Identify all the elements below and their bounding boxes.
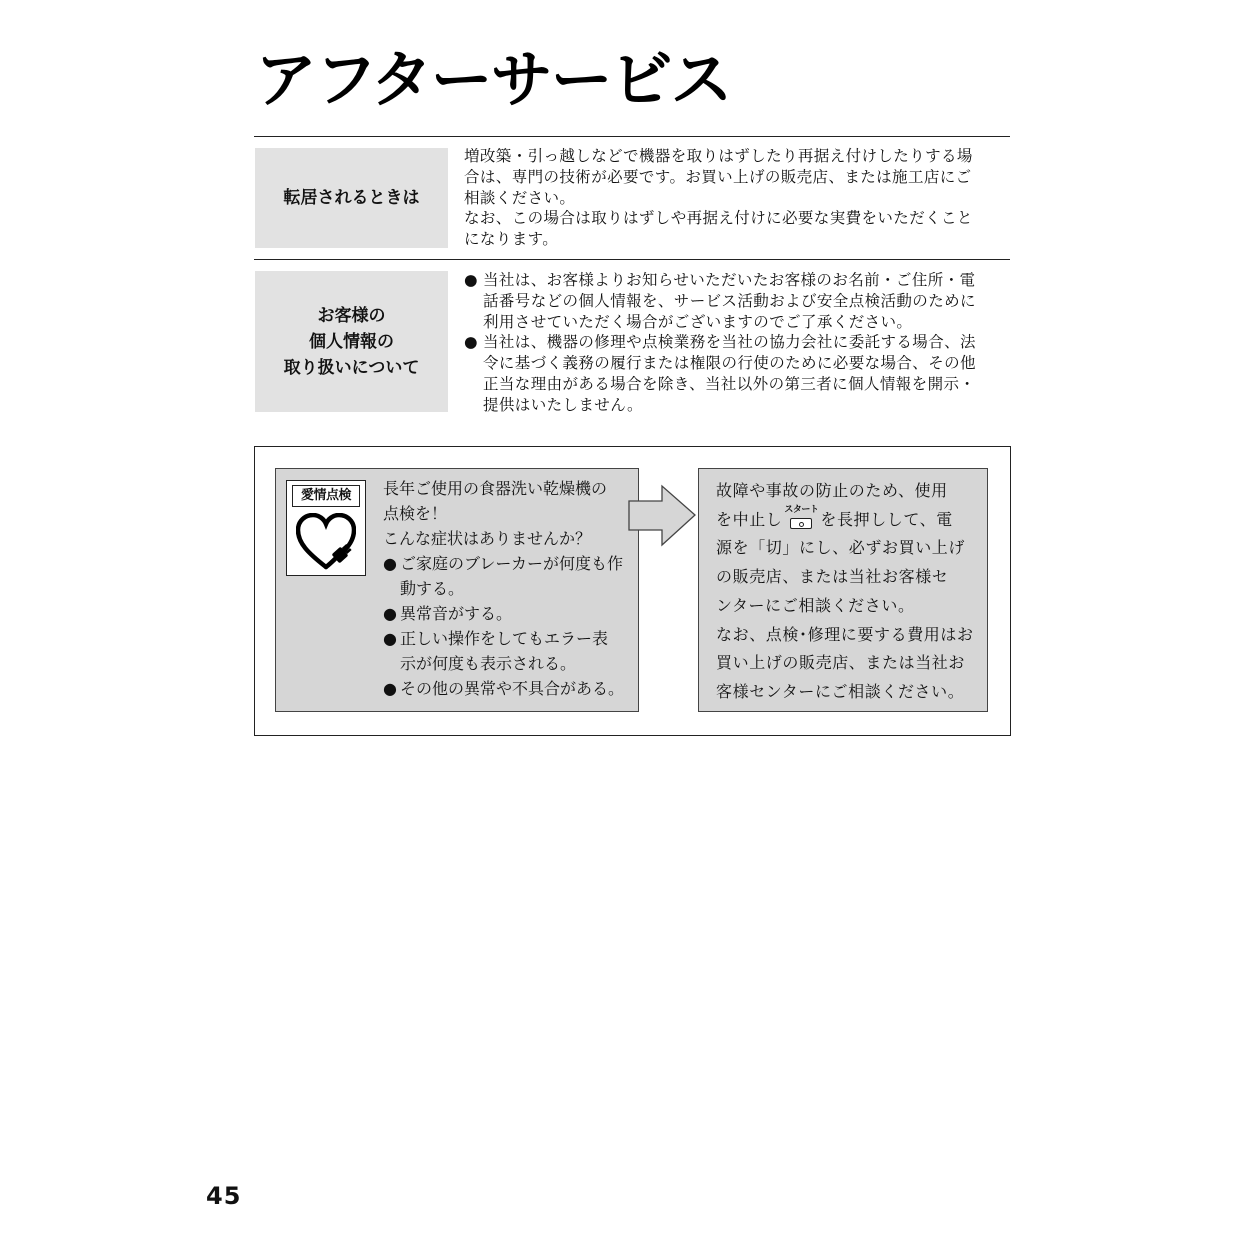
page-title: アフターサービス bbox=[255, 43, 731, 116]
text-fragment: を長押しして、電 bbox=[820, 509, 953, 529]
text-line: なお、この場合は取りはずしや再据え付けに必要な実費をいただくこと bbox=[464, 209, 973, 228]
intro-line: こんな症状はありませんか？ bbox=[383, 529, 592, 548]
text-line: 利用させていただく場合がございますのでご了承ください。 bbox=[483, 312, 913, 331]
text-line: の販売店、または当社お客様セ bbox=[716, 567, 949, 587]
section-text-moving bbox=[464, 146, 1014, 250]
text-line: 故障や事故の防止のため、使用 bbox=[716, 481, 948, 500]
privacy-bullet bbox=[464, 270, 1014, 332]
symptom-item bbox=[383, 601, 639, 626]
privacy-bullet bbox=[464, 332, 1014, 415]
intro-line: 点検を！ bbox=[383, 504, 448, 523]
section-divider bbox=[254, 136, 1010, 137]
care-inspection-badge bbox=[286, 480, 366, 576]
label-line: 取り扱いについて bbox=[283, 357, 420, 378]
section-divider bbox=[254, 259, 1010, 260]
button-shape bbox=[790, 518, 812, 529]
section-label-privacy bbox=[255, 271, 448, 412]
label-line: お客様の bbox=[317, 305, 386, 326]
label-line: 個人情報の bbox=[308, 331, 394, 352]
text-line: 正当な理由がある場合を除き、当社以外の第三者に個人情報を開示・ bbox=[483, 374, 976, 393]
page-number: 45 bbox=[206, 1182, 242, 1210]
text-line: 動する。 bbox=[400, 579, 465, 598]
bullet-dot: ● bbox=[383, 629, 397, 648]
text-line: 話番号などの個人情報を、サービス活動および安全点検活動のために bbox=[483, 291, 976, 310]
text-line: 相談ください。 bbox=[464, 188, 576, 207]
inspection-symptoms-text bbox=[383, 476, 639, 701]
bullet-dot: ● bbox=[383, 554, 397, 573]
section-text-privacy bbox=[464, 270, 1014, 416]
text-line-with-button bbox=[716, 506, 978, 535]
symptom-item bbox=[383, 676, 639, 701]
text-line: 客様センターにご相談ください。 bbox=[716, 681, 965, 701]
section-label-moving: 転居されるときは bbox=[255, 148, 448, 248]
badge-label: 愛情点検 bbox=[292, 485, 360, 507]
text-line: 提供はいたしません。 bbox=[483, 395, 643, 414]
text-line: なお、点検･修理に要する費用はお bbox=[716, 624, 974, 644]
text-line: 令に基づく義務の履行または権限の行使のために必要な場合、その他 bbox=[483, 354, 976, 373]
start-button-icon bbox=[784, 504, 819, 531]
bullet-dot: ● bbox=[383, 604, 397, 623]
start-button-label: スタート bbox=[784, 504, 819, 515]
text-line: 買い上げの販売店、または当社お bbox=[716, 653, 966, 673]
text-line: 当社は、機器の修理や点検業務を当社の協力会社に委託する場合、法 bbox=[483, 333, 976, 352]
heart-plug-icon bbox=[296, 513, 356, 571]
text-line: になります。 bbox=[464, 230, 559, 249]
bullet-dot: ● bbox=[383, 679, 397, 698]
text-line: ご家庭のブレーカーが何度も作 bbox=[400, 554, 624, 573]
bullet-dot: ● bbox=[464, 333, 478, 352]
text-fragment: を中止し bbox=[716, 509, 783, 529]
text-line: 当社は、お客様よりお知らせいただいたお客様のお名前・ご住所・電 bbox=[483, 271, 976, 289]
text-line: ンターにご相談ください。 bbox=[716, 595, 915, 615]
text-line: 合は、専門の技術が必要です。お買い上げの販売店、または施工店にご bbox=[464, 167, 972, 186]
inspection-advice-text bbox=[716, 477, 978, 707]
text-line: 増改築・引っ越しなどで機器を取りはずしたり再据え付けしたりする場 bbox=[464, 147, 973, 165]
text-line: 異常音がする。 bbox=[400, 604, 513, 623]
text-line: 示が何度も表示される。 bbox=[400, 654, 577, 673]
intro-line: 長年ご使用の食器洗い乾燥機の bbox=[383, 479, 608, 498]
symptom-item bbox=[383, 626, 639, 676]
text-line: 正しい操作をしてもエラー表 bbox=[400, 629, 609, 648]
text-line: 源を「切」にし、必ずお買い上げ bbox=[716, 538, 966, 558]
bullet-dot: ● bbox=[464, 271, 478, 289]
text-line: その他の異常や不具合がある。 bbox=[400, 679, 625, 698]
symptom-item bbox=[383, 551, 639, 601]
